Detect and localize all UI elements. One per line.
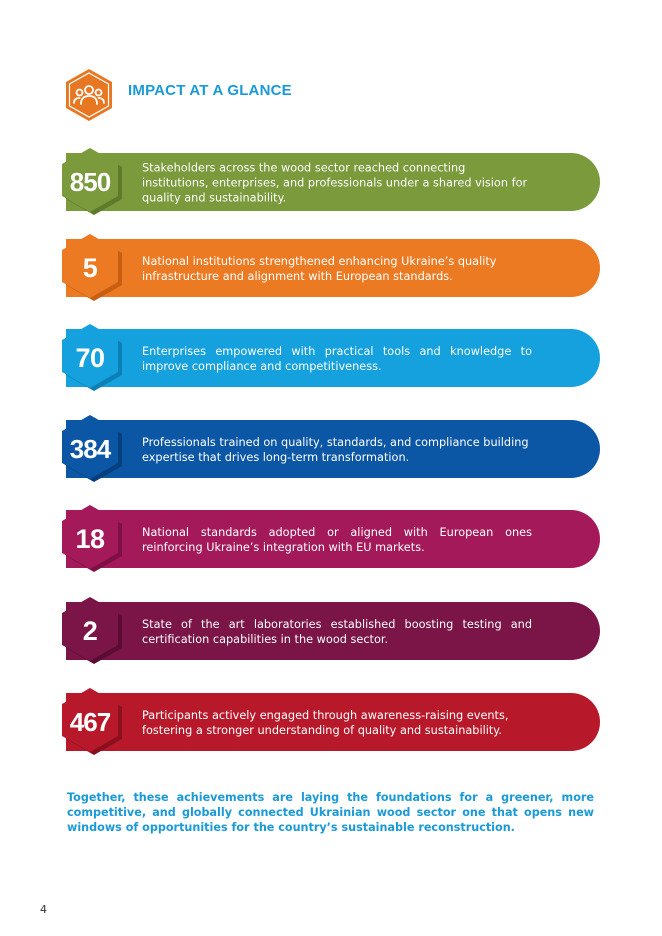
stat-row <box>60 323 605 395</box>
stat-description: Professionals trained on quality, standards, and compliance building expertise that drives long-term transformation. <box>142 436 529 464</box>
page-number: 4 <box>40 903 47 916</box>
stat-number: 70 <box>75 343 105 373</box>
section-header <box>64 68 464 124</box>
stat-row <box>60 596 605 668</box>
page-title: IMPACT AT A GLANCE <box>128 82 292 99</box>
stat-number: 850 <box>69 167 111 197</box>
stat-description: Participants actively engaged through awareness-raising events, fostering a stronger understanding of quality and sustainability. <box>142 709 509 737</box>
stat-row <box>60 147 605 219</box>
stat-row <box>60 233 605 305</box>
stat-number: 18 <box>75 524 105 554</box>
stat-description: National standards adopted or aligned with European ones reinforcing Ukraine’s integration with EU markets. <box>142 526 532 554</box>
stat-description: State of the art laboratories established boosting testing and certification capabilities in the wood sector. <box>142 618 532 646</box>
stat-description: Stakeholders across the wood sector reached connecting institutions, enterprises, and professionals under a shared vision for quality and sustainability. <box>142 161 528 205</box>
stat-row <box>60 414 605 486</box>
stat-number: 384 <box>69 434 111 464</box>
stat-number: 5 <box>82 253 98 283</box>
stat-number: 2 <box>82 616 98 646</box>
stat-description: National institutions strengthened enhancing Ukraine’s quality infrastructure and alignment with European standards. <box>142 255 497 283</box>
summary-paragraph: Together, these achievements are laying the foundations for a greener, more competitive, and globally connected Ukrainian wood sector one that opens new windows of opportunities for the country’s sustainable reconstruction. <box>67 791 594 834</box>
stat-number: 467 <box>69 707 111 737</box>
people-group-icon <box>64 68 114 122</box>
stat-row <box>60 687 605 759</box>
stat-row <box>60 504 605 576</box>
stat-description: Enterprises empowered with practical tools and knowledge to improve compliance and competitiveness. <box>142 345 532 373</box>
